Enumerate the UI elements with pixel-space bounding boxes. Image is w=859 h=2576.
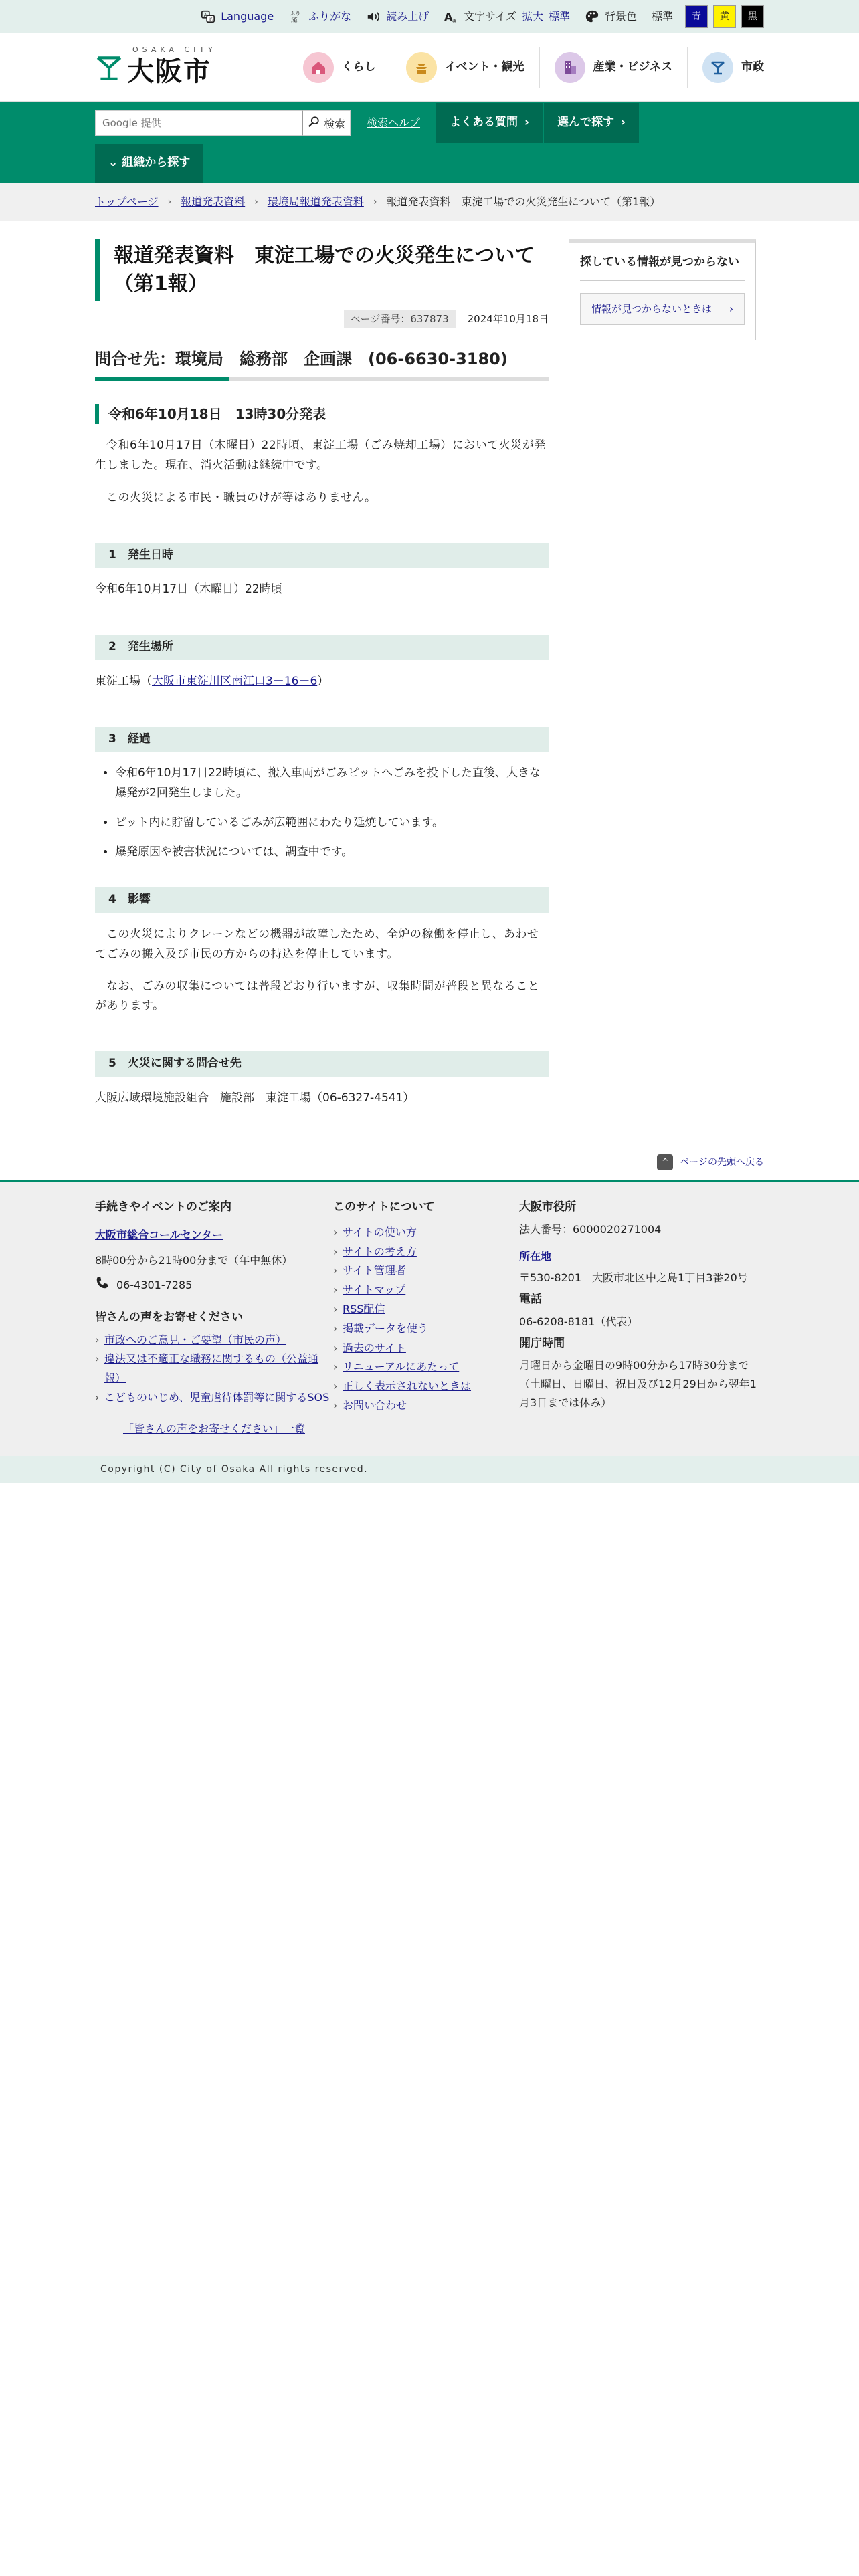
- impact-paragraph-2: なお、ごみの収集については普段どおり行いますが、収集時間が普段と異なることがあります。: [95, 979, 540, 1013]
- search-bar: [0, 102, 859, 183]
- voice-link-opinion[interactable]: 市政へのご意見・ご要望（市民の声）: [104, 1333, 287, 1346]
- svg-text:a: a: [452, 17, 456, 24]
- font-enlarge-link[interactable]: 拡大: [521, 10, 543, 23]
- site-links: [333, 1223, 519, 1416]
- corporate-number: 法人番号：6000020271004: [519, 1222, 662, 1236]
- address: 〒530-8201 大阪市北区中之島1丁目3番20号: [519, 1271, 748, 1284]
- progress-list: [95, 764, 549, 862]
- chevron-right-icon: ›: [373, 196, 377, 207]
- speaker-icon: [366, 9, 381, 24]
- list-item: [333, 1319, 519, 1339]
- chevron-right-icon: ›: [167, 196, 172, 207]
- footer-link-usage[interactable]: サイトの使い方: [343, 1225, 417, 1239]
- footer-link-past[interactable]: 過去のサイト: [343, 1341, 406, 1354]
- injury-paragraph: この火災による市民・職員のけが等はありません。: [106, 490, 377, 504]
- contact-heading: 問合せ先：環境局 総務部 企画課 (06-6630-3180): [95, 345, 549, 381]
- call-center-hours: 8時00分から21時00分まで（年中無休）: [95, 1253, 293, 1267]
- list-item: [95, 1350, 333, 1388]
- chevron-up-icon: ^: [657, 1154, 673, 1170]
- page-meta: [95, 310, 549, 328]
- breadcrumb: [0, 183, 859, 221]
- not-found-link[interactable]: 情報が見つからないときは ›: [580, 293, 745, 325]
- read-aloud-link[interactable]: 読み上げ: [386, 10, 430, 23]
- font-size-label: 文字サイズ: [464, 10, 516, 23]
- list-item: • 令和6年10月17日22時頃に、搬入車両がごみピットへごみを投下した直後、大きな爆発が2回発生しました。: [115, 764, 549, 804]
- chevron-down-icon: ⌄: [108, 156, 118, 170]
- language-link[interactable]: Language: [221, 10, 274, 23]
- list-item: • ピット内に貯留しているごみが広範囲にわたり延焼しています。: [115, 813, 549, 833]
- copyright-text: Copyright (C) City of Osaka All rights reserved.: [100, 1463, 369, 1475]
- bg-standard-link[interactable]: 標準: [651, 10, 673, 23]
- chevron-right-icon: ›: [254, 196, 258, 207]
- list-item: [333, 1358, 519, 1377]
- svg-text:A: A: [203, 12, 207, 18]
- list-item: [333, 1223, 519, 1243]
- impact-paragraph-1: この火災によりクレーンなどの機器が故障したため、全炉の稼働を停止し、あわせてごみの搬入及び市民の方からの持込を停止しています。: [95, 928, 539, 961]
- logo-text: 大阪市: [127, 56, 211, 87]
- footer-link-sitemap[interactable]: サイトマップ: [343, 1283, 406, 1297]
- chevron-right-icon: ›: [524, 116, 530, 130]
- not-found-box: [569, 239, 756, 340]
- breadcrumb-top[interactable]: トップページ: [95, 195, 159, 208]
- nav-kurashi[interactable]: くらし: [288, 47, 391, 88]
- furigana-link[interactable]: ふりがな: [308, 10, 352, 23]
- footer-link-renewal[interactable]: リニューアルにあたって: [343, 1360, 460, 1374]
- section-body-location: 東淀工場（大阪市東淀川区南江口3－16－6）: [95, 674, 329, 688]
- search-help-link[interactable]: 検索ヘルプ: [367, 116, 421, 129]
- location-link[interactable]: 所在地: [519, 1249, 552, 1263]
- voice-link-whistleblow[interactable]: 違法又は不適正な職務に関するもの（公益通報）: [104, 1352, 319, 1385]
- call-center-phone: 06-4301-7285: [95, 1275, 333, 1296]
- footer-link-data[interactable]: 掲載データを使う: [343, 1321, 429, 1335]
- list-item: [333, 1261, 519, 1281]
- section-body-datetime: 令和6年10月17日（木曜日）22時頃: [95, 582, 282, 597]
- section-heading-inquiry: 5 火災に関する問合せ先: [95, 1051, 549, 1077]
- tel-label: 電話: [519, 1292, 542, 1306]
- site-logo[interactable]: [95, 46, 229, 89]
- voice-list-link[interactable]: 「皆さんの声をお寄せください」一覧: [122, 1422, 305, 1435]
- sidebar: [569, 239, 756, 1109]
- footer-link-rss[interactable]: RSS配信: [343, 1302, 385, 1315]
- breadcrumb-press[interactable]: 報道発表資料: [181, 195, 246, 208]
- copyright-bar: [0, 1456, 859, 1483]
- intro-paragraph: 令和6年10月17日（木曜日）22時頃、東淀工場（ごみ焼却工場）において火災が発生しました。現在、消火活動は継続中です。: [95, 439, 546, 472]
- main-content: [95, 239, 549, 1109]
- bg-color-label: 背景色: [604, 10, 637, 23]
- house-icon: [303, 52, 334, 83]
- translate-icon: [201, 9, 215, 24]
- footer-link-display[interactable]: 正しく表示されないときは: [343, 1380, 472, 1393]
- footer-guide-heading: 手続きやイベントのご案内: [95, 1200, 231, 1214]
- svg-text:A: A: [444, 11, 453, 24]
- svg-text:あ: あ: [209, 16, 214, 23]
- list-item: • 爆発原因や被害状況については、調査中です。: [115, 843, 549, 863]
- font-size-icon: [444, 9, 458, 24]
- list-item: [95, 1388, 333, 1408]
- nav-event[interactable]: イベント・観光: [391, 47, 539, 88]
- city-emblem-icon: [95, 53, 123, 89]
- tel-number: 06-6208-8181（代表）: [519, 1315, 638, 1328]
- furigana-icon: [288, 9, 303, 24]
- list-item: [333, 1396, 519, 1416]
- voice-links: [95, 1331, 333, 1408]
- phone-icon: [95, 1275, 110, 1296]
- chevron-right-icon: ›: [621, 116, 626, 130]
- footer-cityhall-heading: 大阪市役所: [519, 1200, 576, 1214]
- back-to-top-link[interactable]: ページの先頭へ戻る: [680, 1156, 764, 1168]
- footer-cityhall-column: [519, 1198, 764, 1438]
- address-map-link[interactable]: 大阪市東淀川区南江口3－16－6: [152, 674, 318, 688]
- office-hours: 月曜日から金曜日の9時00分から17時30分まで: [519, 1359, 749, 1372]
- faq-button[interactable]: よくある質問 ›: [436, 103, 543, 143]
- page-id: ページ番号：637873: [344, 310, 456, 328]
- global-nav: [288, 47, 765, 88]
- site-footer: [0, 1180, 859, 1456]
- section-heading-impact: 4 影響: [95, 887, 549, 913]
- section-heading-datetime: 1 発生日時: [95, 543, 549, 568]
- breadcrumb-current: 報道発表資料 東淀工場での火災発生について（第1報）: [386, 195, 661, 208]
- breadcrumb-env-press[interactable]: 環境局報道発表資料: [267, 195, 364, 208]
- section-heading-location: 2 発生場所: [95, 635, 549, 660]
- nav-business[interactable]: 産業・ビジネス: [539, 47, 688, 88]
- bg-yellow-button[interactable]: 黄: [713, 5, 736, 28]
- bg-blue-button[interactable]: 青: [685, 5, 708, 28]
- page-title: 報道発表資料 東淀工場での火災発生について（第1報）: [95, 239, 549, 301]
- footer-guide-column: [95, 1198, 333, 1438]
- list-item: [333, 1281, 519, 1300]
- footer-link-admin[interactable]: サイト管理者: [343, 1264, 406, 1277]
- list-item: [333, 1243, 519, 1262]
- font-standard-link[interactable]: 標準: [548, 10, 570, 23]
- section-body-inquiry: 大阪広域環境施設組合 施設部 東淀工場（06-6327-4541）: [95, 1091, 415, 1105]
- svg-text:ふり: ふり: [290, 10, 301, 17]
- footer-site-heading: このサイトについて: [333, 1200, 435, 1214]
- bg-black-button[interactable]: 黒: [741, 5, 764, 28]
- back-to-top: [95, 1154, 764, 1180]
- announce-heading: 令和6年10月18日 13時30分発表: [95, 404, 549, 424]
- utility-bar: [0, 0, 859, 33]
- search-box: [95, 110, 351, 136]
- hours-label: 開庁時間: [519, 1336, 565, 1350]
- palette-icon: [585, 9, 599, 24]
- site-header: [0, 33, 859, 102]
- org-search-button[interactable]: ⌄ 組織から探す: [95, 144, 203, 183]
- voice-link-sos[interactable]: こどものいじめ、児童虐待体罰等に関するSOS: [104, 1390, 330, 1404]
- list-item: [333, 1339, 519, 1358]
- list-item: [333, 1300, 519, 1319]
- list-item: [95, 1331, 333, 1350]
- city-emblem-icon: [702, 52, 733, 83]
- list-item: [333, 1377, 519, 1396]
- svg-text:漢: 漢: [290, 17, 298, 24]
- page-date: 2024年10月18日: [467, 313, 549, 325]
- footer-link-contact[interactable]: お問い合わせ: [343, 1398, 407, 1412]
- footer-voice-heading: 皆さんの声をお寄せください: [95, 1310, 243, 1324]
- choose-search-button[interactable]: 選んで探す ›: [544, 103, 639, 143]
- search-button[interactable]: 検索: [302, 110, 351, 136]
- search-icon: [308, 116, 320, 131]
- footer-link-policy[interactable]: サイトの考え方: [343, 1245, 417, 1258]
- nav-shisei[interactable]: 市政: [687, 47, 764, 88]
- search-input[interactable]: [95, 110, 302, 136]
- call-center-link[interactable]: 大阪市総合コールセンター: [95, 1228, 223, 1241]
- content-area: [95, 221, 764, 1109]
- section-heading-progress: 3 経過: [95, 727, 549, 752]
- castle-icon: [406, 52, 437, 83]
- building-icon: [555, 52, 585, 83]
- office-holidays: （土曜日、日曜日、祝日及び12月29日から翌年1月3日までは休み）: [519, 1378, 757, 1410]
- footer-site-column: [333, 1198, 519, 1438]
- not-found-title: 探している情報が見つからない: [580, 253, 745, 281]
- chevron-right-icon: ›: [729, 302, 733, 315]
- logo-subtitle: OSAKA CITY: [132, 45, 217, 55]
